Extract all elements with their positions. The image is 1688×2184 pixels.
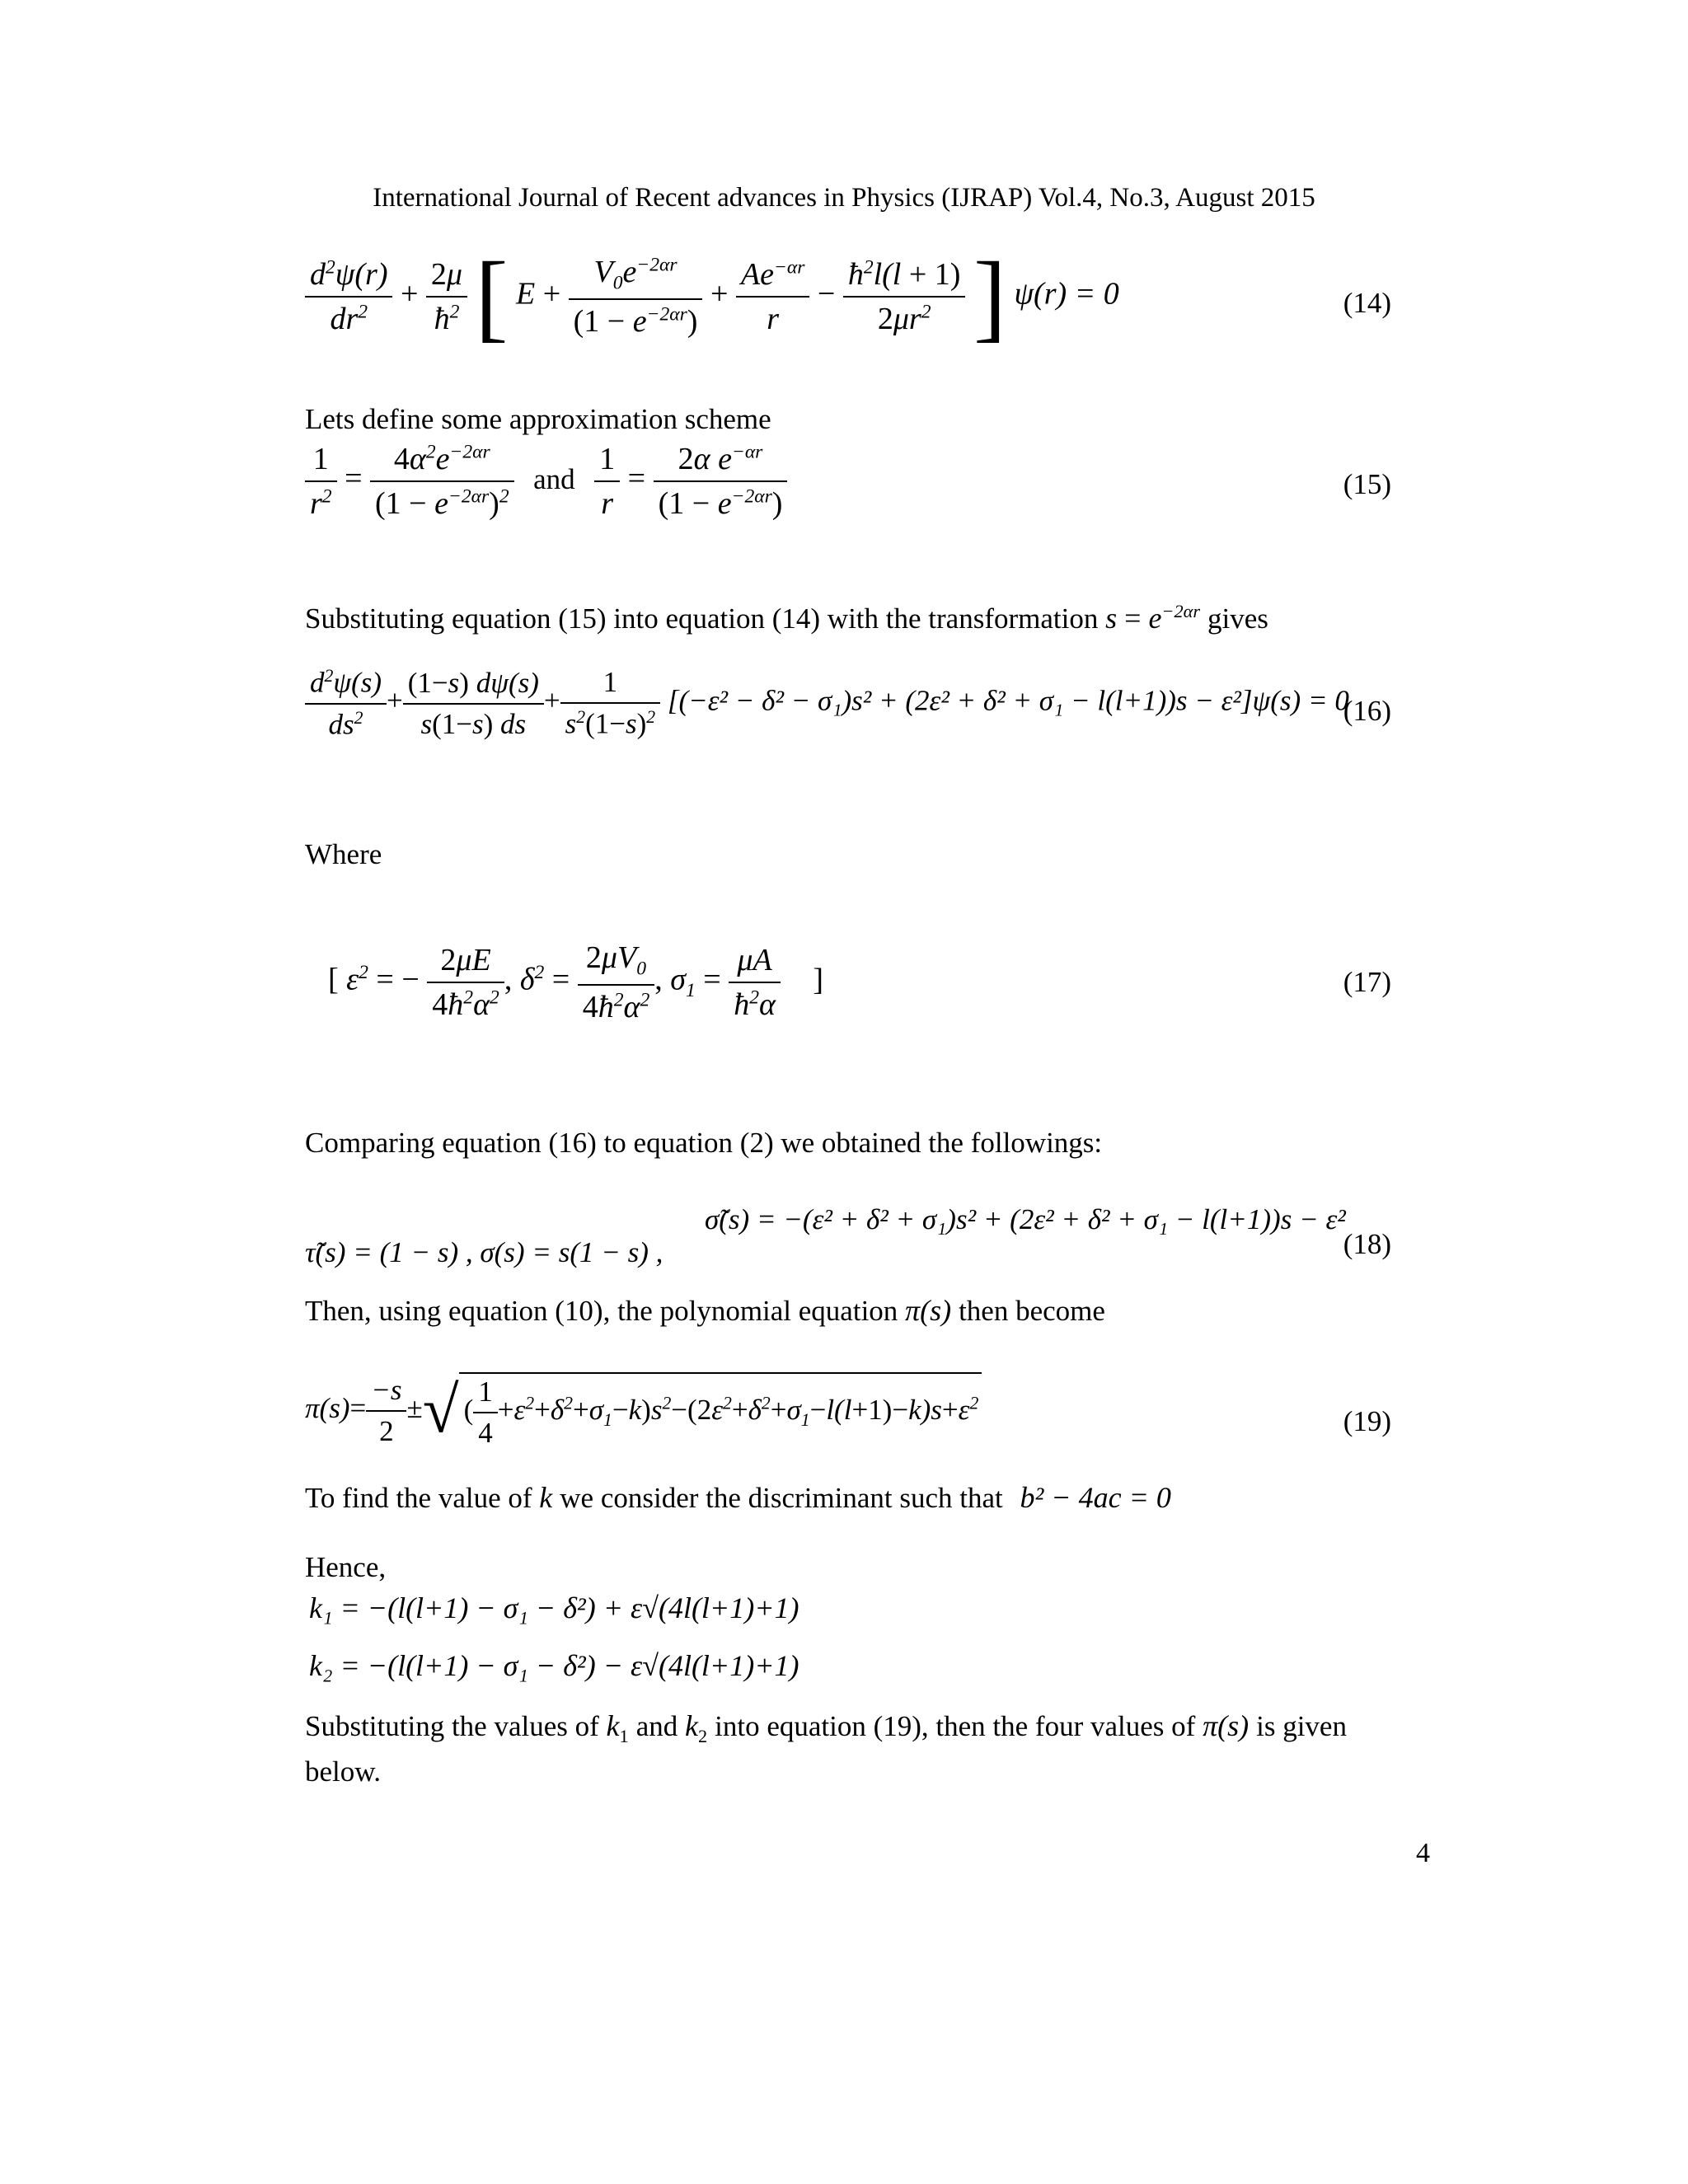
subst-suffix: gives	[1207, 602, 1268, 635]
and-word: and	[533, 462, 575, 495]
where-text: Where	[305, 838, 382, 870]
below-text: below.	[305, 1755, 382, 1788]
equation-19: π(s)= $\frac{-s}{2}$ ±√ ( $\frac{1}{4}$ $+\varepsilon^2+\delta^2+\sigma_1-k)s^2-(2\varepsilon^2+\delta^2+\sigma_1-l(l+1)-k)s+\varepsilon^2$	[305, 1372, 982, 1450]
k2-equation: k₂ = −(l(l+1) − σ₁ − δ²) − ε√(4l(l+1)+1)	[309, 1649, 799, 1682]
equation-number-14: (14)	[1343, 287, 1391, 319]
subst-k-text: Substituting the values of $k_1$ and $k_2$ into equation (19), then the four values of π(s) is given	[305, 1709, 1347, 1747]
equation-15: $\frac{1}{r^2}$ = $\frac{4\alpha^2e^{-2\alpha r}}{(1 - e^{-2\alpha r})^2}$ and $\frac{1}{r}$ = $\frac{2\alpha e^{-\alpha r}}{(1 - e^{-2\alpha r})}$	[305, 441, 787, 522]
equation-16: $\frac{d^2\psi(s)}{ds^2}$ + $\frac{(1-s) d\psi(s)}{s(1-s) ds}$ + $\frac{1}{s^2(1-s)^2}$ [(−ε² − δ² − σ₁)s² + (2ε² + δ² + σ₁ − l(l+1))s − ε²]ψ(s) = 0	[305, 666, 1349, 741]
lets-define-text: Lets define some approximation scheme	[305, 403, 771, 435]
equation-number-16: (16)	[1343, 695, 1391, 727]
tofind-suffix: we consider the discriminant such that	[560, 1482, 1003, 1514]
eq18-sigma: σ(s) = s(1 − s) ,	[480, 1236, 663, 1268]
comparing-text: Comparing equation (16) to equation (2) we obtained the followings:	[305, 1127, 1103, 1159]
eq18-tau: τ̃(s) = (1 − s) ,	[305, 1236, 473, 1268]
then-suffix: then become	[959, 1295, 1105, 1327]
subst-k-and: and	[635, 1710, 678, 1742]
equation-number-18: (18)	[1343, 1228, 1391, 1260]
subst-prefix: Substituting equation (15) into equation (14) with the transformation	[305, 602, 1099, 635]
k1-equation: k₁ = −(l(l+1) − σ₁ − δ²) + ε√(4l(l+1)+1)	[309, 1591, 799, 1624]
equation-number-17: (17)	[1343, 966, 1391, 998]
eq14-rhs: ψ(r) = 0	[1014, 276, 1119, 312]
then-text: Then, using equation (10), the polynomial equation π(s) then become	[305, 1294, 1105, 1327]
eq16-bracket: [(−ε² − δ² − σ₁)s² + (2ε² + δ² + σ₁ − l(l+1))s − ε²]ψ(s) = 0	[667, 684, 1349, 717]
equation-number-19: (19)	[1343, 1405, 1391, 1437]
equation-14: $\frac{d^2\psi(r)}{dr^2}$ + $\frac{2\mu}{ħ^2}$ [ E + $\frac{V_0e^{-2\alpha r}}{(1 - e^{-2\alpha r})}$ + $\frac{Ae^{-\alpha r}}{r}$ − $\frac{ħ^2l(l + 1)}{2\mu r^2}$ ] ψ(r) = 0	[305, 247, 1119, 346]
hence-text: Hence,	[305, 1551, 387, 1583]
equation-17: [ $\varepsilon^2$ = − $\frac{2\mu E}{4ħ^2\alpha^2}$ , $\delta^2$ = $\frac{2\mu V_0}{4ħ^2\alpha^2}$ , $\sigma_1$ = $\frac{\mu A}{ħ^2\alpha}$ ]	[328, 940, 824, 1024]
discriminant: b² − 4ac = 0	[1020, 1481, 1171, 1514]
substituting-text: Substituting equation (15) into equation (14) with the transformation $s = e^{-2\alpha r}$ gives	[305, 601, 1268, 635]
subst-k-part1: Substituting the values of	[305, 1710, 599, 1742]
then-prefix: Then, using equation (10), the polynomial equation	[305, 1295, 898, 1327]
page-number: 4	[1416, 1838, 1430, 1868]
equation-18-sigmatilde: σ̃(s) = −(ε² + δ² + σ₁)s² + (2ε² + δ² + σ₁ − l(l+1))s − ε²	[705, 1203, 1346, 1235]
journal-header: International Journal of Recent advances in Physics (IJRAP) Vol.4, No.3, August 2015	[373, 183, 1315, 213]
subst-k-part2: into equation (19), then the four values of	[715, 1710, 1196, 1742]
equation-number-15: (15)	[1343, 468, 1391, 500]
equation-18	[305, 1203, 663, 1269]
tofind-text: To find the value of k we consider the discriminant such that b² − 4ac = 0	[305, 1481, 1171, 1514]
subst-k-part3: is given	[1256, 1710, 1347, 1742]
tofind-prefix: To find the value of	[305, 1482, 532, 1514]
